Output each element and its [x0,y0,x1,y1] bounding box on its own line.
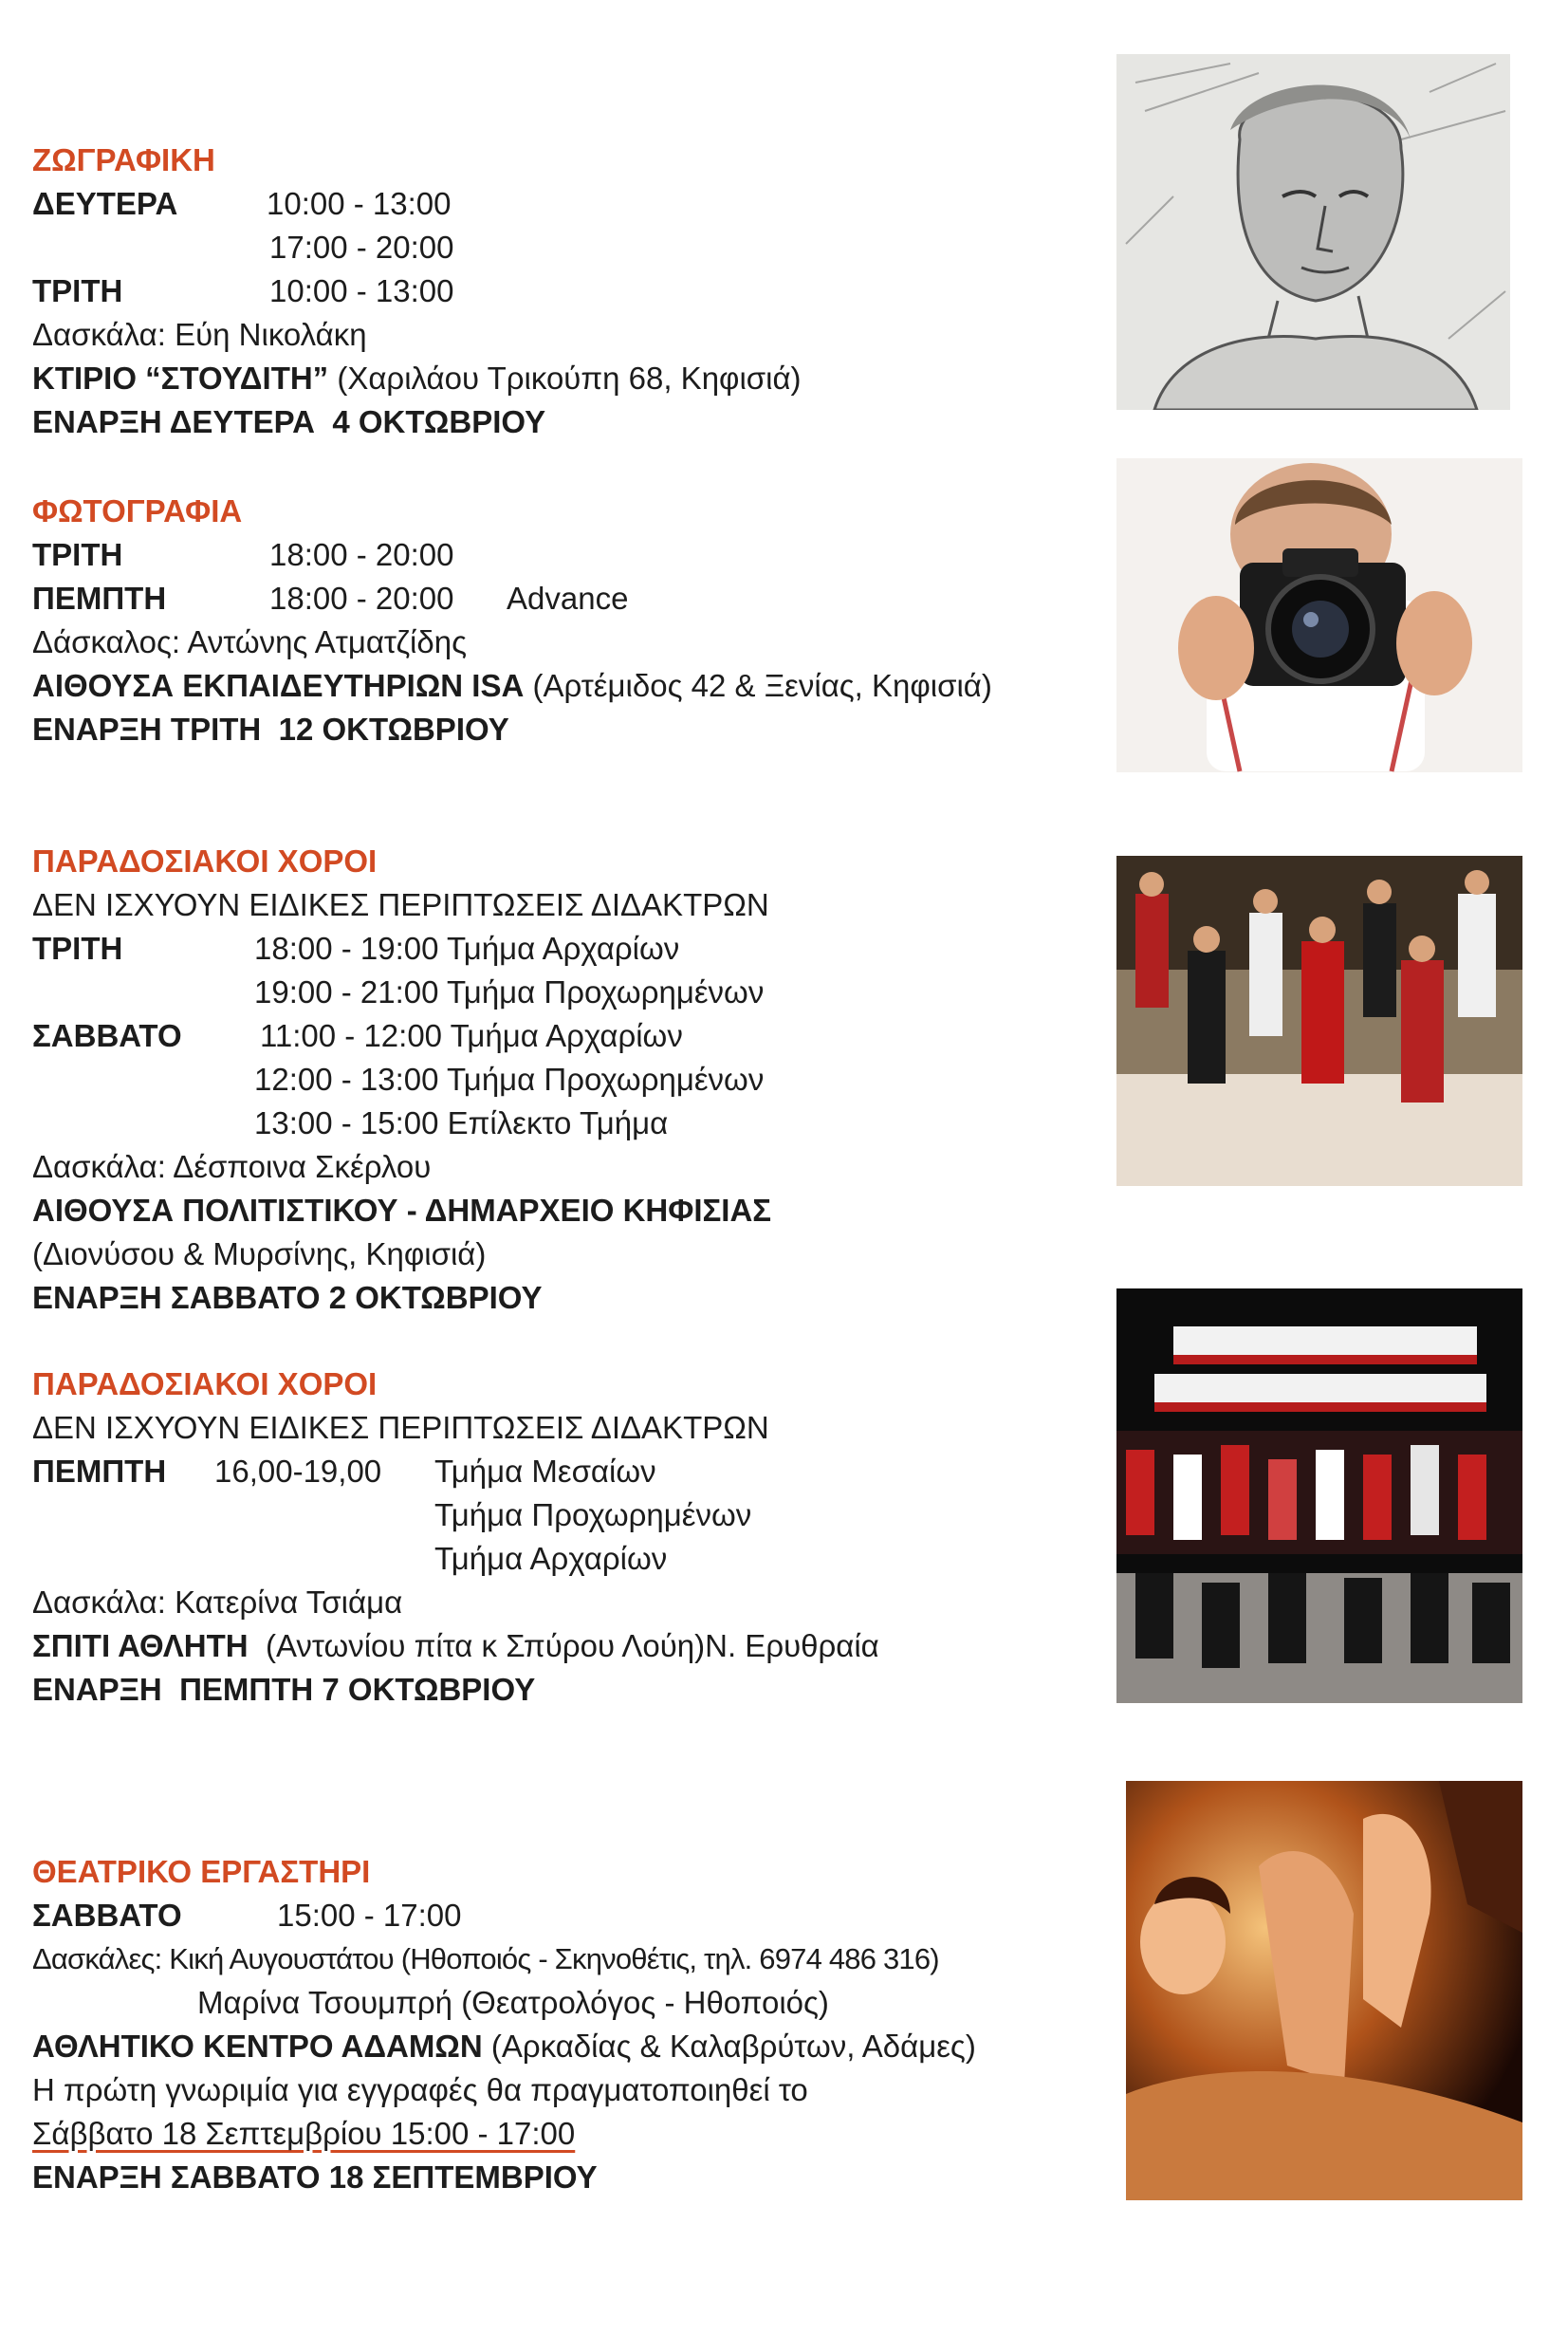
time-slot: 13:00 - 15:00 Επίλεκτο Τμήμα [254,1105,669,1140]
time-slot: 18:00 - 20:00 [269,581,454,616]
venue-address: (Χαριλάου Τρικούπη 68, Κηφισιά) [328,361,802,396]
photographer-camera-image [1116,458,1522,772]
venue [32,664,992,708]
day-label: ΔΕΥΤΕΡΑ [32,186,178,221]
time-slot: 17:00 - 20:00 [269,230,454,265]
venue-name: ΑΙΘΟΥΣΑ ΕΚΠΑΙΔΕΥΤΗΡΙΩΝ ISA [32,668,525,703]
day-label: ΤΡΙΤΗ [32,537,123,572]
venue-name: ΚΤΙΡΙΟ “ΣΤΟΥΔΙΤΗ” [32,361,329,396]
fees-note: ΔΕΝ ΙΣΧΥΟΥΝ ΕΙΔΙΚΕΣ ΠΕΡΙΠΤΩΣΕΙΣ ΔΙΔΑΚΤΡΩΝ [32,1410,769,1445]
venue [32,1624,879,1668]
venue [32,2025,976,2068]
time-slot: 16,00-19,00 [214,1454,382,1489]
teacher: Δασκάλα: Κατερίνα Τσιάμα [32,1584,403,1620]
start-date: ΕΝΑΡΞΗ ΠΕΜΠΤΗ 7 ΟΚΤΩΒΡΙΟΥ [32,1672,536,1707]
painting-bust-sketch-image [1116,54,1510,410]
time-slot: 10:00 - 13:00 [269,273,454,308]
teacher: Δασκάλα: Εύη Νικολάκη [32,317,367,352]
venue-address: (Αρτέμιδος 42 & Ξενίας, Κηφισιά) [524,668,992,703]
registration-date: Σάββατο 18 Σεπτεμβρίου 15:00 - 17:00 [32,2116,576,2151]
fees-note: ΔΕΝ ΙΣΧΥΟΥΝ ΕΙΔΙΚΕΣ ΠΕΡΙΠΤΩΣΕΙΣ ΔΙΔΑΚΤΡΩΝ [32,887,769,922]
section-title: ΖΩΓΡΑΦΙΚΗ [32,142,215,177]
section-title: ΠΑΡΑΔΟΣΙΑΚΟΙ ΧΟΡΟΙ [32,843,378,879]
venue-address: (Διονύσου & Μυρσίνης, Κηφισιά) [32,1236,487,1271]
time-slot: 15:00 - 17:00 [277,1898,462,1933]
photography-section [32,490,992,751]
venue [32,357,802,400]
section-title: ΠΑΡΑΔΟΣΙΑΚΟΙ ΧΟΡΟΙ [32,1366,378,1401]
time-slot: 18:00 - 20:00 [269,537,454,572]
start-date: ΕΝΑΡΞΗ ΤΡΙΤΗ 12 ΟΚΤΩΒΡΙΟΥ [32,712,509,747]
teacher-second: Μαρίνα Τσουμπρή (Θεατρολόγος - Ηθοποιός) [197,1985,829,2020]
time-slot: 12:00 - 13:00 Τμήμα Προχωρημένων [254,1062,765,1097]
day-label: ΤΡΙΤΗ [32,273,123,308]
venue-name: ΑΘΛΗΤΙΚΟ ΚΕΝΤΡΟ ΑΔΑΜΩΝ [32,2029,483,2064]
teacher: Δασκάλα: Δέσποινα Σκέρλου [32,1149,432,1184]
level-label: Advance [507,581,629,616]
venue-name: ΑΙΘΟΥΣΑ ΠΟΛΙΤΙΣΤΙΚΟΥ - ΔΗΜΑΡΧΕΙΟ ΚΗΦΙΣΙΑΣ [32,1193,772,1228]
day-label: ΠΕΜΠΤΗ [32,581,167,616]
group-label: Τμήμα Προχωρημένων [434,1497,752,1532]
start-date: ΕΝΑΡΞΗ ΔΕΥΤΕΡΑ 4 ΟΚΤΩΒΡΙΟΥ [32,404,546,439]
time-slot: 10:00 - 13:00 [267,186,452,221]
dance-troupe-stage-image [1116,1288,1522,1703]
traditional-dances-section-1 [32,840,771,1320]
section-title: ΦΩΤΟΓΡΑΦΙΑ [32,493,243,528]
venue-address: (Αντωνίου πίτα κ Σπύρου Λούη)Ν. Ερυθραία [248,1628,879,1663]
time-slot: 18:00 - 19:00 Τμήμα Αρχαρίων [254,931,680,966]
start-date: ΕΝΑΡΞΗ ΣΑΒΒΑΤΟ 18 ΣΕΠΤΕΜΒΡΙΟΥ [32,2159,598,2195]
theatre-section [32,1850,976,2199]
time-slot: 19:00 - 21:00 Τμήμα Προχωρημένων [254,974,765,1010]
teachers: Δασκάλες: Κική Αυγουστάτου (Ηθοποιός - Σκηνοθέτις, τηλ. 6974 486 316) [32,1942,939,1975]
teacher: Δάσκαλος: Αντώνης Ατματζίδης [32,624,468,659]
traditional-dancers-image [1116,856,1522,1186]
start-date: ΕΝΑΡΞΗ ΣΑΒΒΑΤΟ 2 ΟΚΤΩΒΡΙΟΥ [32,1280,543,1315]
section-title: ΘΕΑΤΡΙΚΟ ΕΡΓΑΣΤΗΡΙ [32,1854,371,1889]
painting-section [32,139,802,444]
day-label: ΣΑΒΒΑΤΟ [32,1898,182,1933]
registration-info: Η πρώτη γνωριμία για εγγραφές θα πραγματοποιηθεί το [32,2072,808,2107]
group-label: Τμήμα Αρχαρίων [434,1541,668,1576]
day-label: ΤΡΙΤΗ [32,931,123,966]
day-label: ΠΕΜΠΤΗ [32,1454,167,1489]
day-label: ΣΑΒΒΑΤΟ [32,1018,182,1053]
theatre-performers-image [1126,1781,1522,2200]
venue-address: (Αρκαδίας & Καλαβρύτων, Αδάμες) [482,2029,976,2064]
group-label: Τμήμα Μεσαίων [434,1454,656,1489]
venue-name: ΣΠΙΤΙ ΑΘΛΗΤΗ [32,1628,249,1663]
traditional-dances-section-2 [32,1362,879,1712]
time-slot: 11:00 - 12:00 Τμήμα Αρχαρίων [260,1018,683,1053]
